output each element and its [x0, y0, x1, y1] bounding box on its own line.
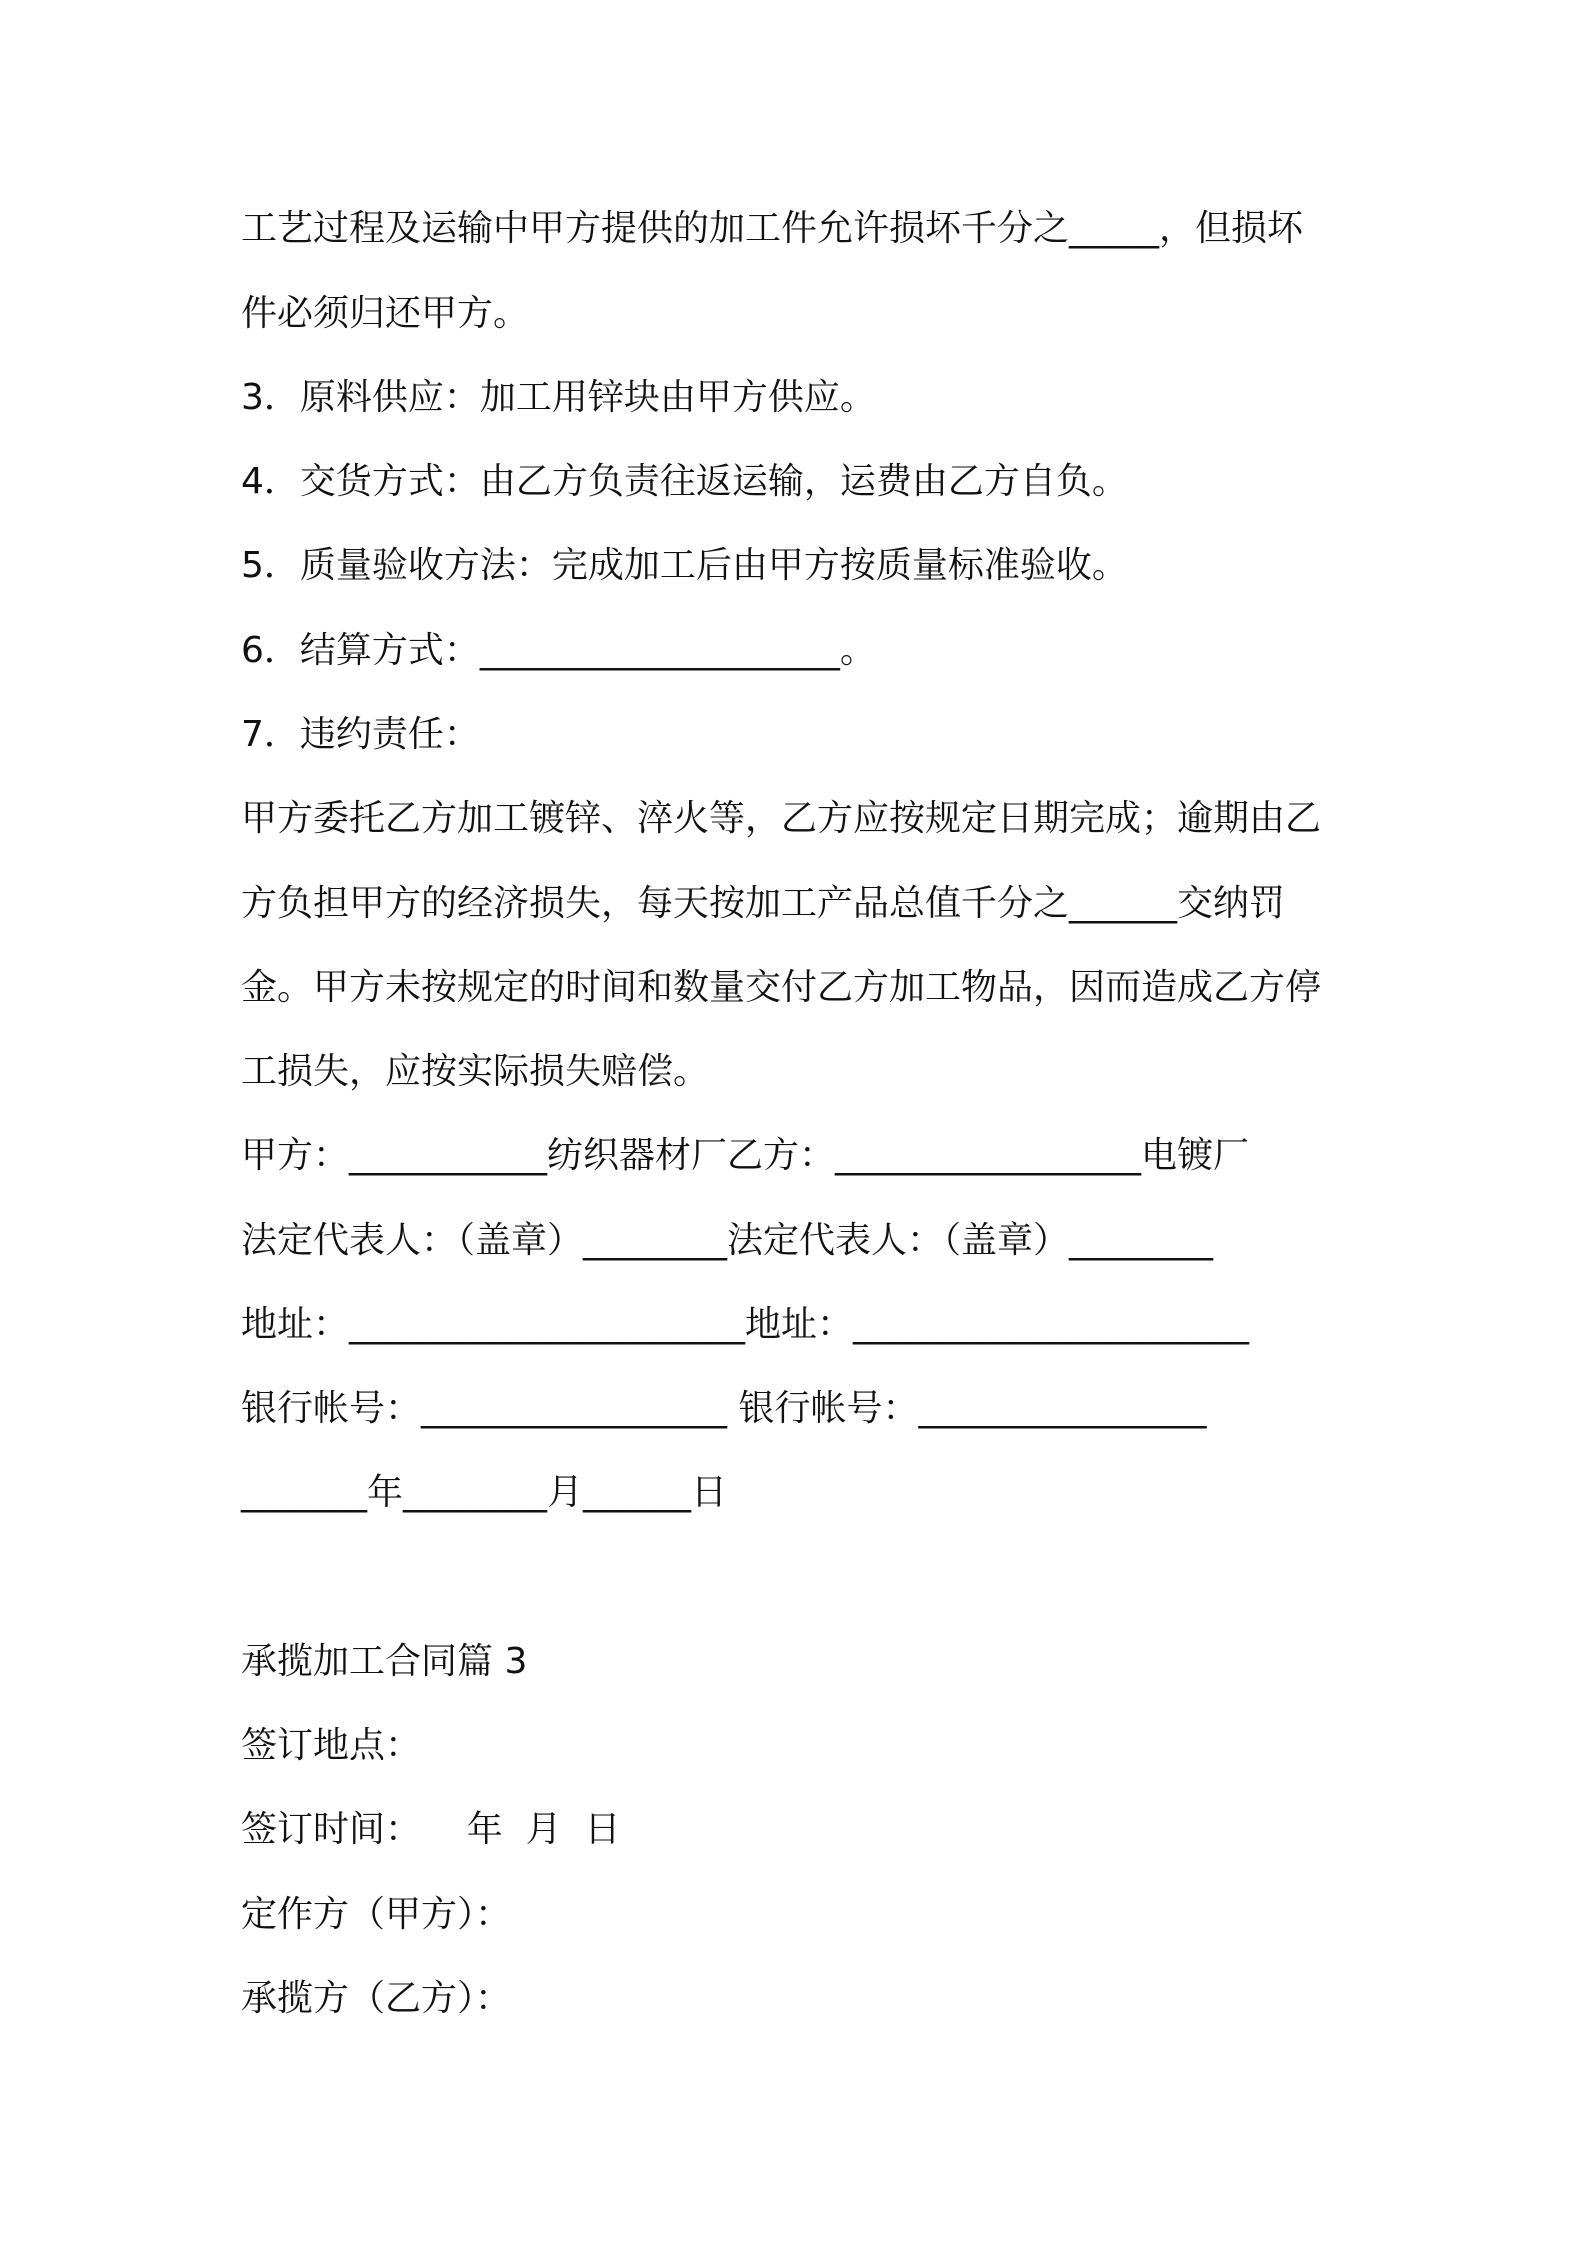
clause-7-breach-heading: 7．违约责任：: [241, 714, 480, 755]
breach-paragraph-line-2: 方负担甲方的经济损失，每天按加工产品总值千分之______交纳罚: [241, 883, 1286, 924]
signature-date: _______年________月______日: [241, 1472, 727, 1513]
party-a-orderer: 定作方（甲方）：: [241, 1894, 512, 1935]
clause-damage-allowance-line-2: 件必须归还甲方。: [241, 293, 530, 334]
section-title-contract-3: 承揽加工合同篇 3: [241, 1641, 528, 1682]
clause-4-delivery: 4．交货方式：由乙方负责往返运输，运费由乙方自负。: [241, 461, 1128, 502]
clause-5-quality-acceptance: 5．质量验收方法：完成加工后由甲方按质量标准验收。: [241, 545, 1128, 586]
breach-paragraph-line-4: 工损失，应按实际损失赔偿。: [241, 1051, 710, 1092]
clause-6-settlement: 6．结算方式：____________________。: [241, 630, 876, 671]
party-b-contractor: 承揽方（乙方）：: [241, 1978, 512, 2019]
signing-time: 签订时间： 年 月 日: [241, 1809, 621, 1850]
clause-3-raw-material: 3．原料供应：加工用锌块由甲方供应。: [241, 377, 876, 418]
clause-damage-allowance-line-1: 工艺过程及运输中甲方提供的加工件允许损坏千分之_____，但损坏: [241, 208, 1304, 249]
signing-place: 签订地点：: [241, 1725, 422, 1766]
signature-parties: 甲方：___________纺织器材厂乙方：_________________电镀厂: [241, 1135, 1250, 1176]
breach-paragraph-line-1: 甲方委托乙方加工镀锌、淬火等，乙方应按规定日期完成；逾期由乙: [241, 798, 1322, 839]
signature-legal-representatives: 法定代表人：（盖章）________法定代表人：（盖章）________: [241, 1220, 1214, 1261]
breach-paragraph-line-3: 金。甲方未按规定的时间和数量交付乙方加工物品，因而造成乙方停: [241, 967, 1322, 1008]
signature-addresses: 地址：______________________地址：______________________: [241, 1304, 1250, 1345]
signature-bank-accounts: 银行帐号：_________________ 银行帐号：________________: [241, 1388, 1207, 1429]
